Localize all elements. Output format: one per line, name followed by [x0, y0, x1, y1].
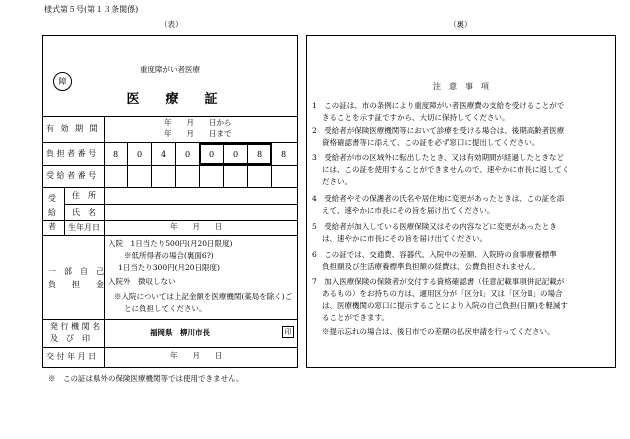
address-label: 住 所 [72, 191, 96, 200]
disability-mark-text: 障 [58, 77, 67, 86]
note-line: には、この証を使用することができませんので、速やかに市長に返してく [322, 165, 570, 174]
validity-from: 年 月 日から [164, 118, 232, 127]
insured-label: 受給者 [48, 194, 56, 231]
birth-value: 年 月 日 [170, 222, 223, 231]
note-line: ださい。 [322, 177, 352, 186]
payer-digit: 0 [208, 150, 215, 159]
note-line: 4 受給者やその保護者の氏名や居住地に変更があったときは、この証を添 [312, 194, 565, 203]
back-label: （裏） [449, 20, 472, 29]
note-line: 3 受給者が市の区域外に転出したとき、又は有効期間が経過したときなど [312, 153, 564, 162]
note-line: は、速やかに市長にその旨を届け出てください。 [322, 234, 487, 243]
seal-box [282, 326, 294, 338]
note-line: 1 この証は、市の条例により重度障がい者医療費の支給を受けることがで [312, 101, 565, 110]
card-title: 医 療 証 [126, 92, 218, 107]
disability-mark [53, 72, 72, 91]
validity-label: 有 効 期 間 [46, 124, 100, 133]
front-label: （表） [160, 20, 183, 29]
copay-line: ※低所得者の場合(裏面6?) [124, 251, 214, 260]
validity-to: 年 月 日まで [164, 129, 232, 138]
payer-digit: 0 [184, 150, 191, 159]
form-label: 様式第５号(第１３条関係) [44, 5, 139, 14]
note-line: 資格確認書等に添えて、この証を必ず窓口に提出してください。 [322, 138, 540, 147]
payer-digit: 8 [256, 150, 263, 159]
issuer-label-1: 発 行 機 関 名 [50, 322, 101, 331]
note-line: 5 受給者が加入している医療保険又はその内容などに変更があったとき [312, 222, 557, 231]
copay-label-2: 負 担 金 [48, 280, 104, 289]
note-line: 負担額及び生活療養標準負担額の経費は、公費負担されません。 [322, 262, 540, 271]
issue-date-label: 交 付 年 月 日 [46, 352, 97, 361]
name-label: 氏 名 [72, 208, 96, 217]
note-line: は、医療機関の窓口に提示することにより入院の自己負担(日額)を軽減す [322, 301, 568, 310]
notes-title: 注 意 事 項 [433, 82, 489, 91]
payer-digit: 8 [280, 150, 287, 159]
copay-line: 1日当たり300円(月20日限度) [118, 263, 220, 272]
birth-label: 生年月日 [68, 223, 100, 232]
copay-line: 入院 1日当たり500円(月20日限度) [108, 239, 233, 248]
note-line: 7 加入医療保険の保険者が交付する資格確認書（任意記載事項併記記載が [312, 277, 565, 286]
card-subtitle: 重度障がい者医療 [140, 65, 200, 74]
note-line: ※提示忘れの場合は、後日市での差額の払戻申請を行ってください。 [322, 327, 555, 336]
note-line: えて、速やかに市長にその旨を届け出てください。 [322, 206, 495, 215]
note-line: あるもの）をお持ちの方は、適用区分が「区分Ⅰ」又は「区分Ⅱ」の場合 [322, 289, 563, 298]
note-line: ることができます。 [322, 313, 389, 322]
copay-line: ※入院については上記金額を医療機関(薬局を除く)ご [114, 292, 293, 301]
copay-line: とに負担してください。 [124, 304, 207, 313]
note-line: 2 受給者が保険医療機関等において診療を受ける場合は、後期高齢者医療 [312, 126, 565, 135]
note-line: きることを示す証ですから、大切に保持してください。 [322, 113, 510, 122]
copay-label-1: 一 部 自 己 [48, 267, 104, 276]
payer-digit: 0 [136, 150, 143, 159]
payer-number-label: 負 担 者 番 号 [46, 149, 97, 158]
payer-digit: 0 [232, 150, 239, 159]
note-line: 6 この証では、交通費、容器代、入院中の差額、入院時の食事療養標準 [312, 250, 557, 259]
copay-line: 入院外 徴収しない [108, 277, 176, 286]
issue-date-value: 年 月 日 [170, 351, 223, 360]
payer-digit: 8 [112, 150, 119, 159]
seal-text: 印 [284, 328, 292, 336]
issuer-label-2: 及 び 印 [50, 334, 90, 343]
payer-digit: 4 [160, 150, 167, 159]
recipient-number-label: 受 給 者 番 号 [46, 171, 97, 180]
issuer-value: 福岡県 柳川市長 [150, 328, 210, 337]
front-footnote: ※ この証は県外の保険医療機関等では使用できません。 [48, 374, 244, 383]
